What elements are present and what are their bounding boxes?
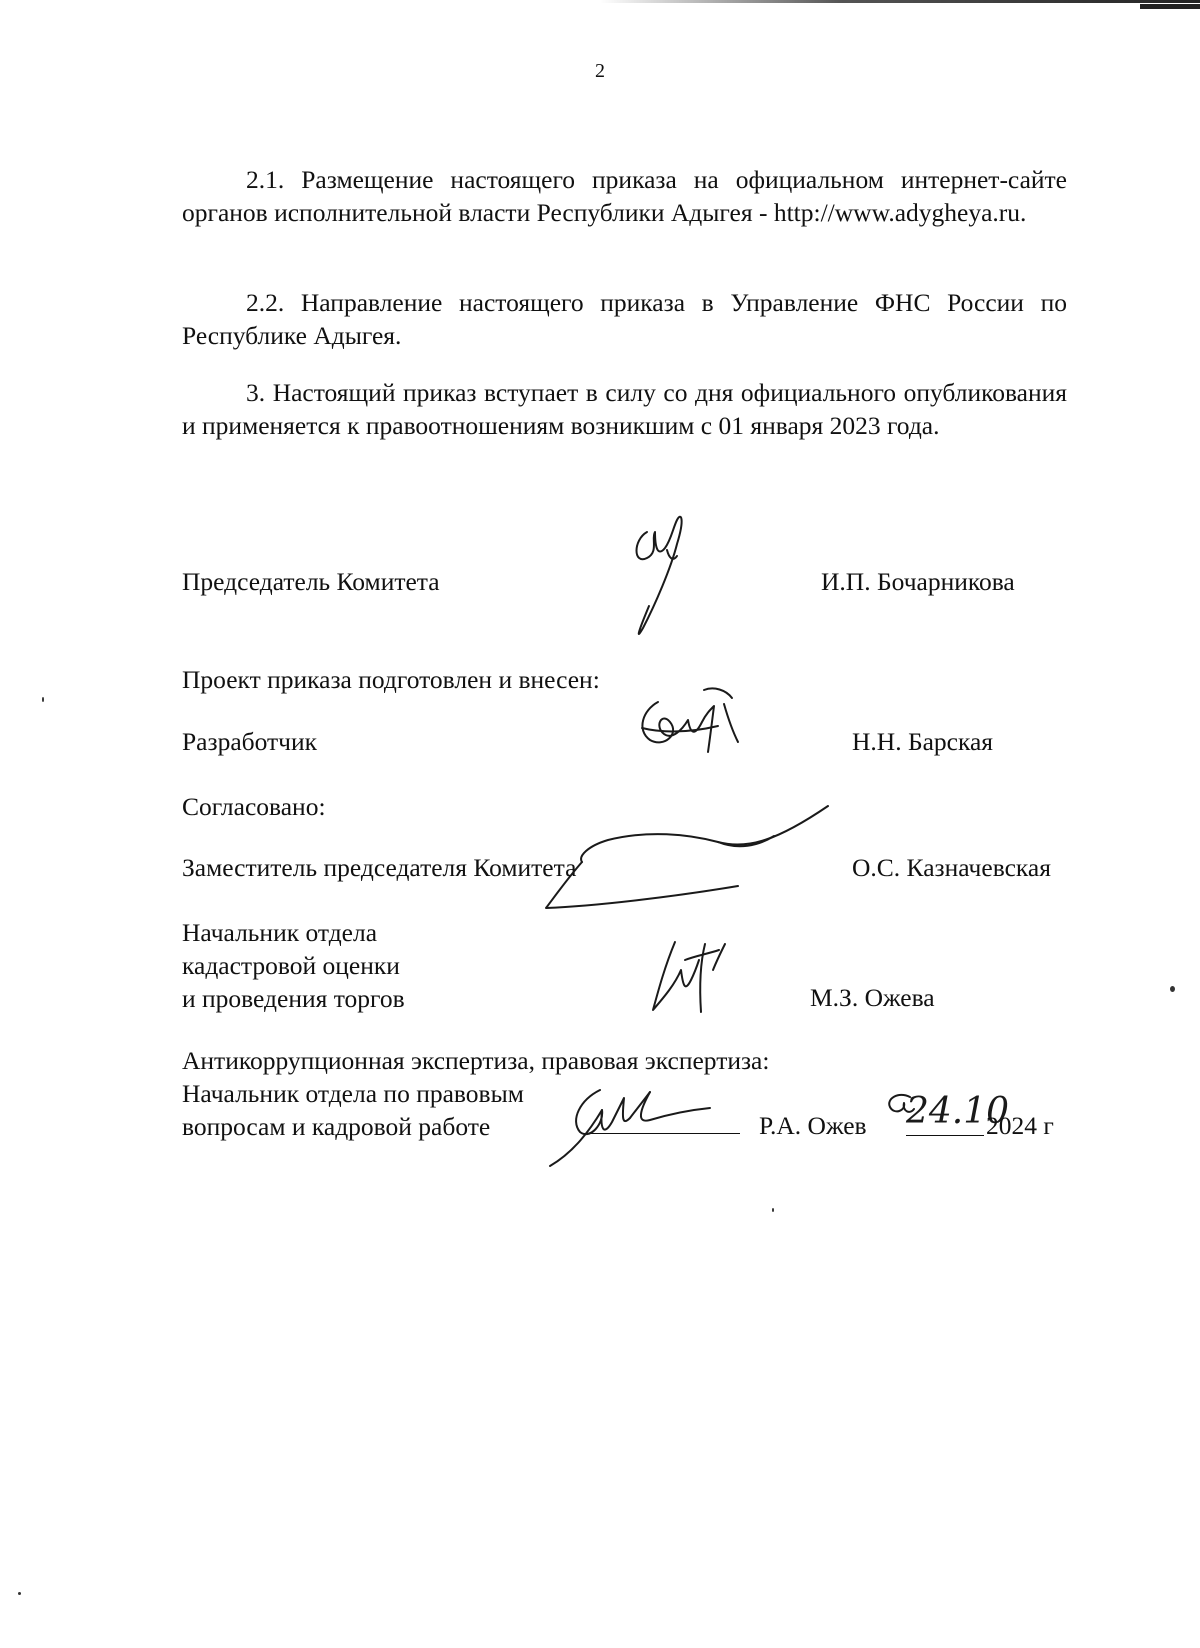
date-underline <box>906 1135 984 1136</box>
head-cadastral-position-line-1: Начальник отдела <box>182 918 378 947</box>
scan-speck <box>1170 986 1175 992</box>
chairman-signature <box>625 510 705 645</box>
chairman-name: И.П. Бочарникова <box>821 567 1015 596</box>
prepared-heading: Проект приказа подготовлен и внесен: <box>182 665 600 694</box>
paragraph-3: 3. Настоящий приказ вступает в силу со дня официального опубликования и применяется к правоотношениям возникшим с 01 января 2023 года. <box>182 378 1067 440</box>
chairman-position: Председатель Комитета <box>182 567 440 596</box>
scan-speck <box>18 1592 21 1595</box>
deputy-signature <box>538 800 838 920</box>
head-cadastral-signature <box>645 930 735 1020</box>
scan-edge-top <box>600 0 1200 3</box>
developer-name: Н.Н. Барская <box>852 727 994 756</box>
deputy-position: Заместитель председателя Комитета <box>182 853 577 882</box>
developer-signature <box>628 682 758 762</box>
scan-speck <box>42 697 44 702</box>
scan-speck <box>772 1208 774 1212</box>
agreed-heading: Согласовано: <box>182 792 326 821</box>
legal-head-name: Р.А. Ожев <box>759 1111 867 1140</box>
head-cadastral-name: М.З. Ожева <box>810 983 935 1012</box>
legal-head-signature <box>540 1070 715 1170</box>
expertise-heading: Антикоррупционная экспертиза, правовая экспертиза: <box>182 1046 770 1075</box>
head-cadastral-position-line-3: и проведения торгов <box>182 984 405 1013</box>
date-suffix: 2024 г <box>986 1111 1054 1140</box>
developer-position: Разработчик <box>182 727 318 756</box>
legal-head-position-line-1: Начальник отдела по правовым <box>182 1079 524 1108</box>
page-number: 2 <box>595 60 605 82</box>
legal-head-position <box>182 1077 524 1143</box>
head-cadastral-position-line-2: кадастровой оценки <box>182 951 400 980</box>
date-handwritten: 24.10 <box>906 1091 1010 1132</box>
head-cadastral-position <box>182 916 405 1015</box>
legal-head-position-line-2: вопросам и кадровой работе <box>182 1112 491 1141</box>
scan-edge-corner <box>1140 4 1200 9</box>
deputy-name: О.С. Казначевская <box>852 853 1051 882</box>
paragraph-2-1: 2.1. Размещение настоящего приказа на официальном интернет-сайте органов исполнительной власти Республики Адыгея - http://www.adygheya.ru. <box>182 165 1067 227</box>
paragraph-2-2: 2.2. Направление настоящего приказа в Управление ФНС России по Республике Адыгея. <box>182 288 1067 350</box>
